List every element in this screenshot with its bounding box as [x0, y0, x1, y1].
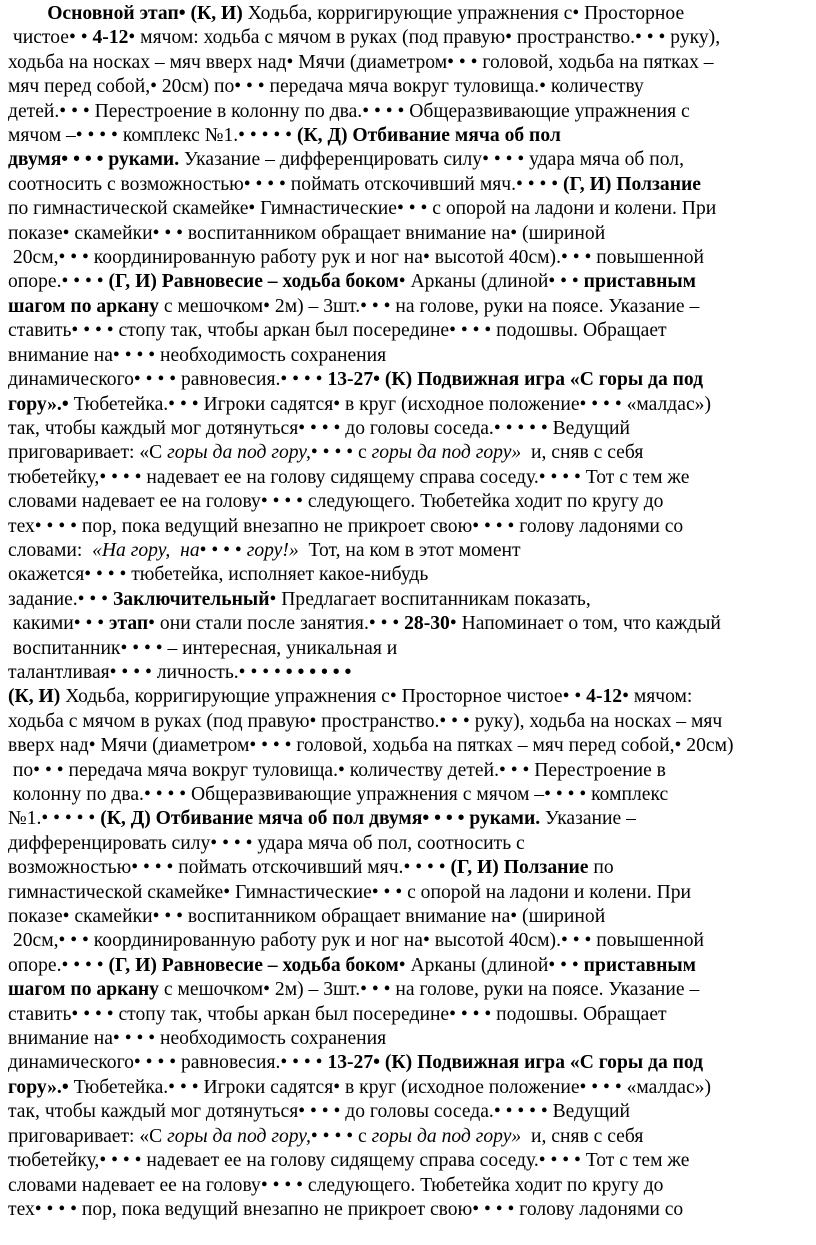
text-line [8, 197, 802, 221]
text-line [8, 51, 802, 75]
text-segment: Тюбетейка.• • • Игроки садятся• в круг (исходное положение• • • • «малдас») [68, 1076, 711, 1098]
bold-text: 4-12 [586, 686, 623, 708]
text-segment: вверх над• Мячи (диаметром• • • • головой, ходьба на пятках – мяч перед собой,• 20см) [8, 735, 734, 757]
bold-text: Заключительный [112, 588, 270, 610]
text-line [8, 710, 802, 734]
bold-text: приставным [583, 271, 697, 293]
text-segment: какими• • • [8, 613, 109, 635]
text-line [8, 246, 802, 270]
text-line [8, 222, 802, 246]
text-segment: • Арканы (длиной• • • [398, 954, 584, 976]
text-line [8, 734, 802, 758]
text-segment: №1.• • • • • [8, 808, 101, 830]
text-segment: тюбетейку,• • • • надевает ее на голову сидящему справа соседу.• • • • Тот с тем же [8, 1150, 690, 1172]
text-segment: 20см,• • • координированную работу рук и ног на• высотой 40см).• • • повышенной [8, 247, 704, 269]
text-line [8, 1027, 802, 1051]
bold-text: гору».• [8, 393, 69, 415]
text-line [8, 588, 802, 612]
bold-text: (Г, И) Равновесие – ходьба боком [108, 954, 399, 976]
text-line [8, 319, 802, 343]
text-line [8, 637, 802, 661]
text-line [8, 929, 802, 953]
text-segment: по• • • передача мяча вокруг туловища.• количеству детей.• • • Перестроение в [8, 759, 666, 781]
text-line [8, 393, 802, 417]
text-line [8, 124, 802, 148]
text-segment [8, 3, 47, 24]
bold-text: (К, И) [8, 686, 61, 708]
text-segment: задание.• • • [8, 588, 113, 610]
italic-text: гору!» [246, 539, 299, 561]
text-line [8, 368, 802, 392]
bold-text: 28-30 [404, 613, 450, 635]
text-segment: ставить• • • • стопу так, чтобы аркан был посередине• • • • подошвы. Обращает [8, 320, 667, 342]
text-segment: Тот, на ком в этот момент [298, 539, 521, 561]
text-segment: внимание на• • • • необходимость сохранения [8, 344, 387, 366]
text-segment: ставить• • • • стопу так, чтобы аркан был посередине• • • • подошвы. Обращает [8, 1003, 667, 1025]
text-line [8, 539, 802, 563]
text-segment: опоре.• • • • [8, 954, 109, 976]
text-segment: с мешочком• 2м) – 3шт.• • • на голове, руки на поясе. Указание – [158, 295, 700, 317]
text-segment: и, сняв с себя [521, 442, 644, 464]
text-segment: словами надевает ее на голову• • • • следующего. Тюбетейка ходит по кругу до [8, 491, 664, 513]
text-segment: словами надевает ее на голову• • • • следующего. Тюбетейка ходит по кругу до [8, 1174, 664, 1196]
text-line [8, 856, 802, 880]
text-line [8, 832, 802, 856]
text-segment: колонну по два.• • • • Общеразвивающие упражнения с мячом –• • • • комплекс [8, 784, 669, 805]
bold-text: Основной этап• (К, И) [47, 3, 243, 24]
italic-text: «На гору, на [92, 539, 200, 561]
text-segment: с мешочком• 2м) – 3шт.• • • на голове, руки на поясе. Указание – [158, 979, 700, 1001]
text-line [8, 759, 802, 783]
text-segment: воспитанник• • • • – интересная, уникальная и [8, 637, 398, 659]
text-segment: • • • • с [310, 1125, 372, 1147]
italic-text: горы да под гору, [167, 442, 311, 464]
text-line [8, 100, 802, 124]
text-line [8, 270, 802, 294]
bold-text: шагом по аркану [8, 979, 159, 1001]
bold-text: (Г, И) Ползание [450, 857, 589, 879]
text-segment: тех• • • • пор, пока ведущий внезапно не прикроет свою• • • • голову ладонями со [8, 1198, 684, 1220]
text-line [8, 563, 802, 587]
text-segment: детей.• • • Перестроение в колонну по два.• • • • Общеразвивающие упражнения с [8, 100, 690, 122]
text-segment: Тюбетейка.• • • Игроки садятся• в круг (исходное положение• • • • «малдас») [68, 393, 711, 415]
italic-text: горы да под гору» [371, 1125, 522, 1147]
text-line [8, 1100, 802, 1124]
text-segment: гимнастической скамейке• Гимнастические• • • с опорой на ладони и колени. При [8, 881, 692, 903]
text-segment: Указание – [540, 808, 636, 830]
text-segment: • • • • с [310, 442, 372, 464]
text-segment: опоре.• • • • [8, 271, 109, 293]
bold-text: (К, Д) Отбивание мяча об пол двумя• • • • руками. [100, 808, 541, 830]
text-line [8, 295, 802, 319]
text-line [8, 881, 802, 905]
bold-text: (К, Д) Отбивание мяча об пол [296, 125, 561, 147]
text-line [8, 783, 802, 807]
text-segment: внимание на• • • • необходимость сохранения [8, 1028, 387, 1050]
text-line [8, 978, 802, 1002]
text-segment: • Напоминает о том, что каждый [449, 613, 721, 635]
text-segment: показе• скамейки• • • воспитанником обращает внимание на• (шириной [8, 906, 606, 928]
text-segment: и, сняв с себя [521, 1125, 644, 1147]
text-segment: мяч перед собой,• 20см) по• • • передача мяча вокруг туловища.• количеству [8, 76, 644, 98]
text-segment: тех• • • • пор, пока ведущий внезапно не прикроет свою• • • • голову ладонями со [8, 515, 684, 537]
text-line [8, 75, 802, 99]
text-line [8, 1125, 802, 1149]
text-segment: • • • • [199, 539, 247, 561]
text-line [8, 1149, 802, 1173]
bold-text: • • • • • • [285, 661, 352, 683]
text-line [8, 1076, 802, 1100]
text-segment: словами: [8, 539, 93, 561]
text-segment: • мячом: [622, 686, 693, 708]
italic-text: горы да под гору» [371, 442, 522, 464]
text-line [8, 1198, 802, 1222]
text-segment: Ходьба, корригирующие упражнения с• Просторное чистое• • [60, 686, 587, 708]
text-line [8, 26, 802, 50]
text-segment: Указание – дифференцировать силу• • • • удара мяча об пол, [179, 149, 684, 171]
text-segment: чистое• • [8, 27, 93, 49]
text-segment: • Предлагает воспитанникам показать, [269, 588, 591, 610]
text-line [8, 1003, 802, 1027]
bold-text: (Г, И) Ползание [563, 173, 701, 195]
text-segment: Ходьба, корригирующие упражнения с• Просторное [242, 3, 685, 24]
bold-text: приставным [583, 954, 697, 976]
text-segment: так, чтобы каждый мог дотянуться• • • • до головы соседа.• • • • • Ведущий [8, 1101, 630, 1123]
bold-text: 4-12 [92, 27, 129, 49]
text-line [8, 515, 802, 539]
text-line [8, 490, 802, 514]
text-segment: • мячом: ходьба с мячом в руках (под правую• пространство.• • • руку), [128, 27, 721, 49]
text-line [8, 148, 802, 172]
text-segment: приговаривает: «С [8, 1125, 168, 1147]
text-segment: возможностью• • • • поймать отскочивший мяч.• • • • [8, 857, 451, 879]
text-segment: показе• скамейки• • • воспитанником обращает внимание на• (шириной [8, 222, 606, 244]
text-line [8, 1174, 802, 1198]
document-body [8, 2, 802, 1222]
text-line [8, 417, 802, 441]
text-segment: по [588, 857, 614, 879]
bold-text: шагом по аркану [8, 295, 159, 317]
text-segment: динамического• • • • равновесия.• • • • [8, 369, 328, 391]
text-line [8, 954, 802, 978]
text-segment: окажется• • • • тюбетейка, исполняет какое-нибудь [8, 564, 429, 586]
text-segment: • Арканы (длиной• • • [398, 271, 584, 293]
italic-text: горы да под гору, [167, 1125, 311, 1147]
text-line [8, 344, 802, 368]
bold-text: двумя• • • • руками. [8, 149, 180, 171]
text-line [8, 661, 802, 685]
text-line [8, 807, 802, 831]
text-segment: тюбетейку,• • • • надевает ее на голову сидящему справа соседу.• • • • Тот с тем же [8, 466, 690, 488]
text-segment: динамического• • • • равновесия.• • • • [8, 1052, 328, 1074]
text-segment: мячом –• • • • комплекс №1.• • • • • [8, 125, 297, 147]
bold-text: этап [108, 613, 149, 635]
text-line [8, 685, 802, 709]
text-segment: • они стали после занятия.• • • [148, 613, 405, 635]
text-line [8, 905, 802, 929]
text-line [8, 612, 802, 636]
text-segment: 20см,• • • координированную работу рук и ног на• высотой 40см).• • • повышенной [8, 930, 704, 952]
text-segment: по гимнастической скамейке• Гимнастические• • • с опорой на ладони и колени. При [8, 198, 717, 220]
text-segment: талантливая• • • • личность.• • • • [8, 661, 286, 683]
text-segment: дифференцировать силу• • • • удара мяча об пол, соотносить с [8, 832, 525, 854]
text-line [8, 441, 802, 465]
text-segment: ходьба с мячом в руках (под правую• пространство.• • • руку), ходьба на носках – мяч [8, 710, 723, 732]
text-line [8, 466, 802, 490]
text-line [8, 1051, 802, 1075]
text-line [8, 2, 802, 26]
text-segment: так, чтобы каждый мог дотянуться• • • • до головы соседа.• • • • • Ведущий [8, 417, 630, 439]
text-segment: приговаривает: «С [8, 442, 168, 464]
text-line [8, 173, 802, 197]
text-segment: соотносить с возможностью• • • • поймать отскочивший мяч.• • • • [8, 173, 564, 195]
bold-text: 13-27• (К) Подвижная игра «С горы да под [327, 369, 704, 391]
bold-text: гору».• [8, 1076, 69, 1098]
text-segment: ходьба на носках – мяч вверх над• Мячи (диаметром• • • головой, ходьба на пятках – [8, 51, 714, 73]
bold-text: (Г, И) Равновесие – ходьба боком [108, 271, 399, 293]
bold-text: 13-27• (К) Подвижная игра «С горы да под [327, 1052, 704, 1074]
